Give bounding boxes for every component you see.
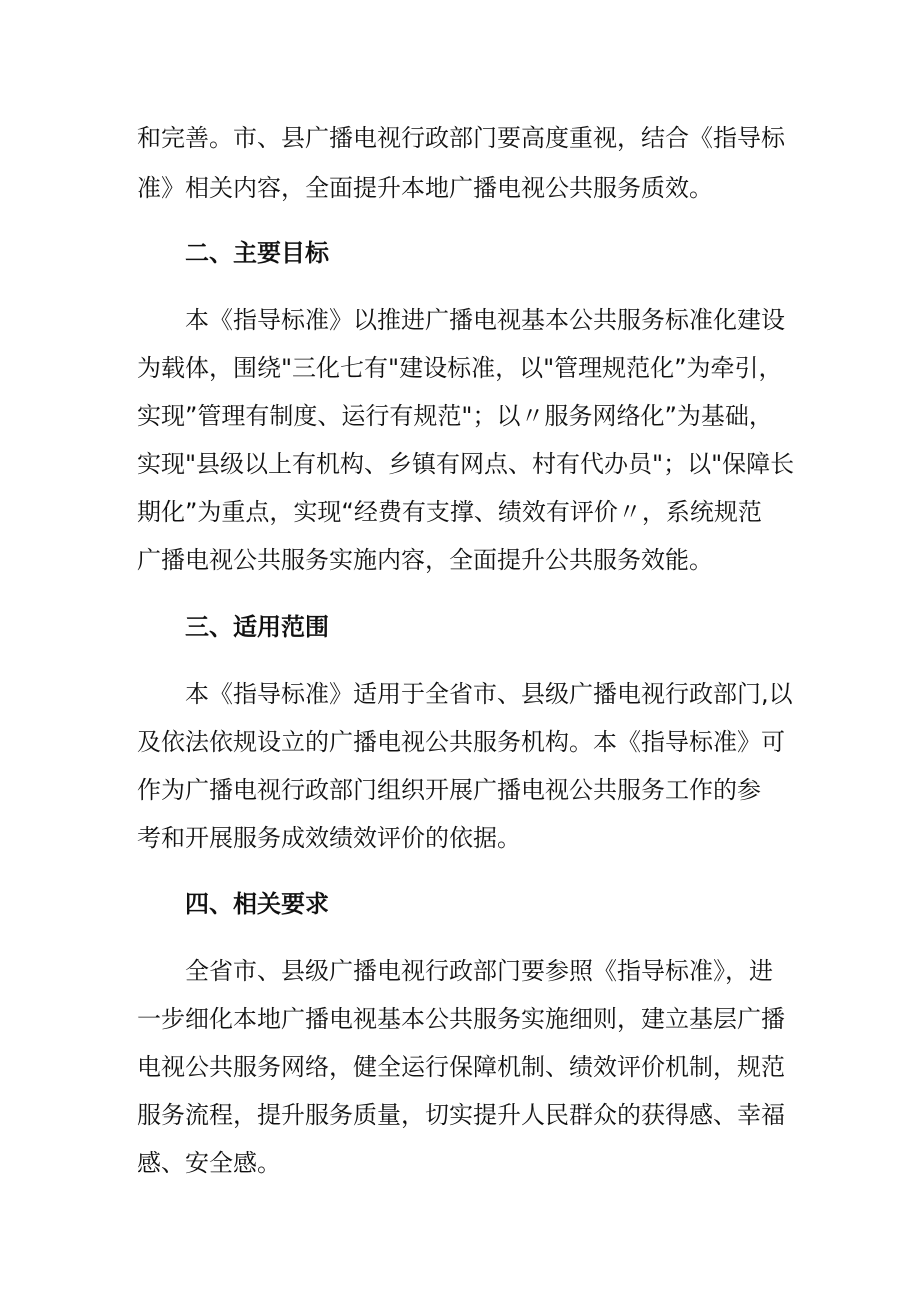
section-4-line-4: 服务流程，提升服务质量，切实提升人民群众的获得感、幸福 bbox=[137, 1101, 785, 1129]
section-3-line-4: 考和开展服务成效绩效评价的依据。 bbox=[137, 824, 521, 852]
section-2-line-1: 本《指导标准》以推进广播电视基本公共服务标准化建设 bbox=[185, 306, 785, 334]
section-4-line-3: 电视公共服务网络，健全运行保障机制、绩效评价机制，规范 bbox=[137, 1053, 785, 1081]
intro-line-1: 和完善。市、县广播电视行政部门要高度重视，结合《指导标 bbox=[137, 124, 785, 152]
section-4-line-5: 感、安全感。 bbox=[137, 1149, 281, 1177]
section-2-line-2: 为载体，围绕"三化七有"建设标准，以"管理规范化”为牵引， bbox=[137, 354, 783, 382]
section-4-line-2: 一步细化本地广播电视基本公共服务实施细则，建立基层广播 bbox=[137, 1005, 785, 1033]
section-2-line-6: 广播电视公共服务实施内容，全面提升公共服务效能。 bbox=[137, 546, 713, 574]
section-3-line-1: 本《指导标准》适用于全省市、县级广播电视行政部门,以 bbox=[185, 680, 793, 708]
section-2-line-3: 实现”管理有制度、运行有规范"；以〃服务网络化”为基础， bbox=[137, 402, 773, 430]
section-2-line-4: 实现"县级以上有机构、乡镇有网点、村有代办员"；以"保障长 bbox=[137, 450, 795, 478]
section-3-heading: 三、适用范围 bbox=[185, 613, 329, 641]
intro-line-2: 准》相关内容，全面提升本地广播电视公共服务质效。 bbox=[137, 174, 713, 202]
section-2-line-5: 期化”为重点，实现“经费有支撑、绩效有评价〃，系统规范 bbox=[137, 498, 762, 526]
section-3-line-3: 作为广播电视行政部门组织开展广播电视公共服务工作的参 bbox=[137, 776, 761, 804]
section-4-heading: 四、相关要求 bbox=[185, 890, 329, 918]
section-4-line-1: 全省市、县级广播电视行政部门要参照《指导标准》，进 bbox=[185, 957, 773, 985]
section-3-line-2: 及依法依规设立的广播电视公共服务机构。本《指导标准》可 bbox=[137, 728, 785, 756]
section-2-heading: 二、主要目标 bbox=[185, 239, 329, 267]
